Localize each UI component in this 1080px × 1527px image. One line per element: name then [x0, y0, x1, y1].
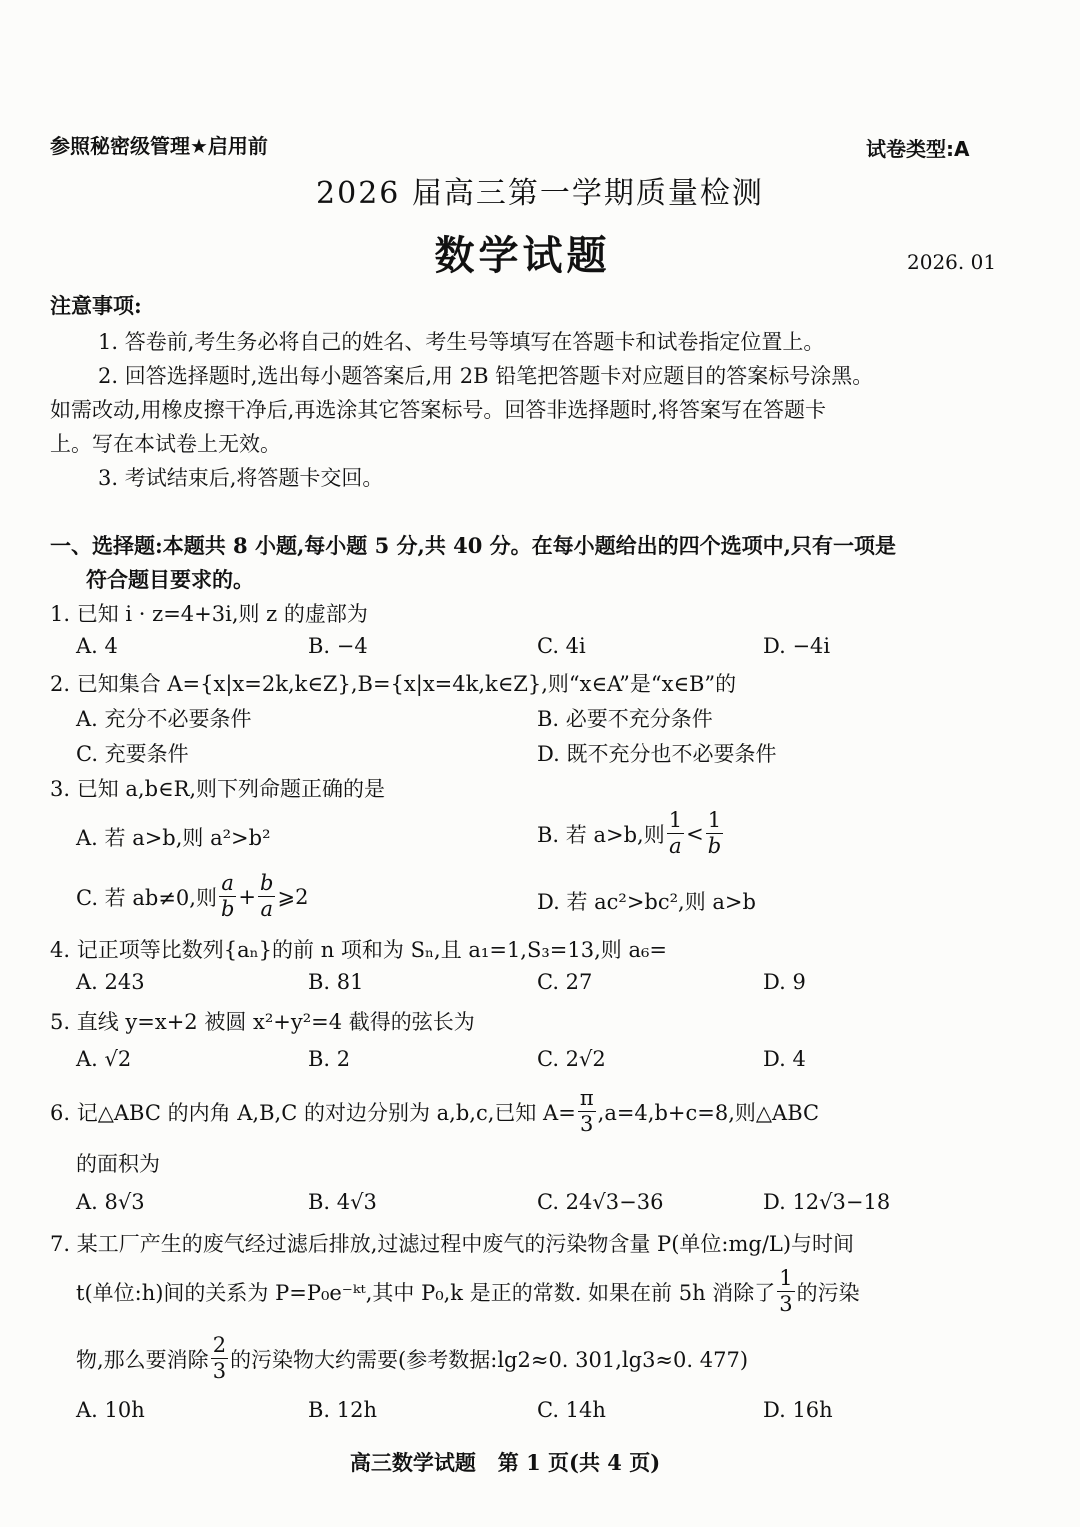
fraction-1-over-3: [777, 1268, 794, 1315]
fraction-2-over-3: [211, 1335, 228, 1382]
question-6-stem-suffix: ,a=4,b+c=8,则△ABC: [597, 1100, 820, 1125]
question-5-option-c: C. 2√2: [537, 1047, 606, 1071]
question-3-option-c-suffix: ⩾2: [277, 884, 309, 909]
question-7-line-3-prefix: 物,那么要消除: [76, 1347, 209, 1372]
question-3-option-a: A. 若 a>b,则 a²>b²: [76, 826, 271, 850]
question-3-option-d: D. 若 ac²>bc²,则 a>b: [537, 890, 756, 914]
fraction-numerator: 1: [707, 808, 722, 832]
fraction-numerator: 2: [212, 1333, 227, 1357]
exam-title: 2026 届高三第一学期质量检测: [316, 176, 764, 211]
fraction-numerator: a: [221, 871, 234, 895]
fraction-a-over-b: [219, 873, 236, 920]
question-7-stem-line-1: 7. 某工厂产生的废气经过滤后排放,过滤过程中废气的污染物含量 P(单位:mg/L)与时间: [50, 1232, 855, 1256]
confidentiality-label: 参照秘密级管理★启用前: [50, 134, 268, 158]
question-2-option-d: D. 既不充分也不必要条件: [537, 742, 777, 766]
question-3-option-b-prefix: B. 若 a>b,则: [537, 822, 665, 847]
question-5-option-d: D. 4: [763, 1047, 806, 1071]
question-2-option-c: C. 充要条件: [76, 742, 189, 766]
question-4-option-b: B. 81: [308, 970, 364, 994]
question-1-option-a: A. 4: [76, 634, 118, 658]
notice-item-2-line-3: 上。写在本试卷上无效。: [50, 432, 281, 456]
question-2-option-a: A. 充分不必要条件: [76, 707, 252, 731]
question-7-option-a: A. 10h: [76, 1398, 145, 1422]
notice-item-3: 3. 考试结束后,将答题卡交回。: [98, 466, 384, 490]
question-7-option-c: C. 14h: [537, 1398, 606, 1422]
question-1-option-b: B. −4: [308, 634, 368, 658]
subject-title: 数学试题: [434, 232, 611, 279]
question-5-option-b: B. 2: [308, 1047, 351, 1071]
fraction-numerator: b: [260, 871, 274, 895]
fraction-numerator: 1: [668, 808, 683, 832]
question-6-stem-line-1: [50, 1088, 819, 1135]
question-5-option-a: A. √2: [76, 1047, 132, 1071]
section-heading-line-2: 符合题目要求的。: [86, 567, 254, 592]
question-7-line-2-suffix: 的污染: [796, 1280, 860, 1305]
fraction-1-over-b: [706, 810, 723, 857]
page-footer: 高三数学试题 第 1 页(共 4 页): [349, 1450, 661, 1475]
question-4-stem: 4. 记正项等比数列{aₙ}的前 n 项和为 Sₙ,且 a₁=1,S₃=13,则 a₆=: [50, 938, 667, 962]
question-4-option-d: D. 9: [763, 970, 806, 994]
question-6-option-a: A. 8√3: [76, 1190, 145, 1214]
fraction-denominator: a: [260, 897, 273, 921]
fraction-1-over-a: [667, 810, 684, 857]
question-3-option-b: [537, 810, 725, 857]
plus-sign: +: [238, 884, 257, 909]
question-6-stem-prefix: 6. 记△ABC 的内角 A,B,C 的对边分别为 a,b,c,已知 A=: [50, 1100, 576, 1125]
question-2-stem: 2. 已知集合 A={x|x=2k,k∈Z},B={x|x=4k,k∈Z},则“x∈A”是“x∈B”的: [50, 672, 737, 696]
fraction-denominator: b: [220, 897, 235, 921]
section-heading-line-1: 一、选择题:本题共 8 小题,每小题 5 分,共 40 分。在每小题给出的四个选项中,只有一项是: [50, 533, 896, 558]
fraction-denominator: a: [669, 834, 682, 858]
notice-heading: 注意事项:: [50, 293, 142, 318]
question-4-option-c: C. 27: [537, 970, 593, 994]
notice-item-1: 1. 答卷前,考生务必将自己的姓名、考生号等填写在答题卡和试卷指定位置上。: [98, 330, 825, 354]
question-5-stem: 5. 直线 y=x+2 被圆 x²+y²=4 截得的弦长为: [50, 1010, 475, 1034]
question-3-option-c: [76, 873, 308, 920]
paper-type-label: 试卷类型:A: [866, 137, 970, 161]
question-7-stem-line-2: [76, 1268, 860, 1315]
question-7-option-d: D. 16h: [763, 1398, 833, 1422]
question-6-option-c: C. 24√3−36: [537, 1190, 664, 1214]
question-7-option-b: B. 12h: [308, 1398, 378, 1422]
notice-item-2-line-2: 如需改动,用橡皮擦干净后,再选涂其它答案标号。回答非选择题时,将答案写在答题卡: [50, 398, 827, 422]
question-2-option-b: B. 必要不充分条件: [537, 707, 713, 731]
less-than-sign: <: [686, 821, 704, 846]
fraction-denominator: 3: [580, 1112, 594, 1136]
question-7-line-2-prefix: t(单位:h)间的关系为 P=P₀e⁻ᵏᵗ,其中 P₀,k 是正的常数. 如果在前 5h 消除了: [76, 1280, 776, 1305]
question-1-option-d: D. −4i: [763, 634, 831, 658]
fraction-numerator: 1: [779, 1266, 793, 1290]
question-3-option-c-prefix: C. 若 ab≠0,则: [76, 885, 217, 910]
question-7-line-3-suffix: 的污染物大约需要(参考数据:lg2≈0. 301,lg3≈0. 477): [230, 1347, 749, 1372]
fraction-denominator: 3: [212, 1359, 227, 1383]
notice-item-2-line-1: 2. 回答选择题时,选出每小题答案后,用 2B 铅笔把答题卡对应题目的答案标号涂黑。: [98, 364, 874, 388]
fraction-pi-over-3: [578, 1088, 596, 1135]
question-6-option-b: B. 4√3: [308, 1190, 377, 1214]
question-6-option-d: D. 12√3−18: [763, 1190, 891, 1214]
exam-date: 2026. 01: [907, 250, 997, 274]
question-7-stem-line-3: [76, 1335, 748, 1382]
fraction-numerator: π: [579, 1086, 594, 1110]
question-6-stem-line-2: 的面积为: [76, 1152, 160, 1176]
fraction-denominator: b: [707, 834, 722, 858]
fraction-denominator: 3: [779, 1292, 793, 1316]
question-3-stem: 3. 已知 a,b∈R,则下列命题正确的是: [50, 777, 386, 801]
question-1-option-c: C. 4i: [537, 634, 586, 658]
question-1-stem: 1. 已知 i · z=4+3i,则 z 的虚部为: [50, 602, 368, 626]
question-4-option-a: A. 243: [76, 970, 145, 994]
fraction-b-over-a: [258, 873, 275, 920]
